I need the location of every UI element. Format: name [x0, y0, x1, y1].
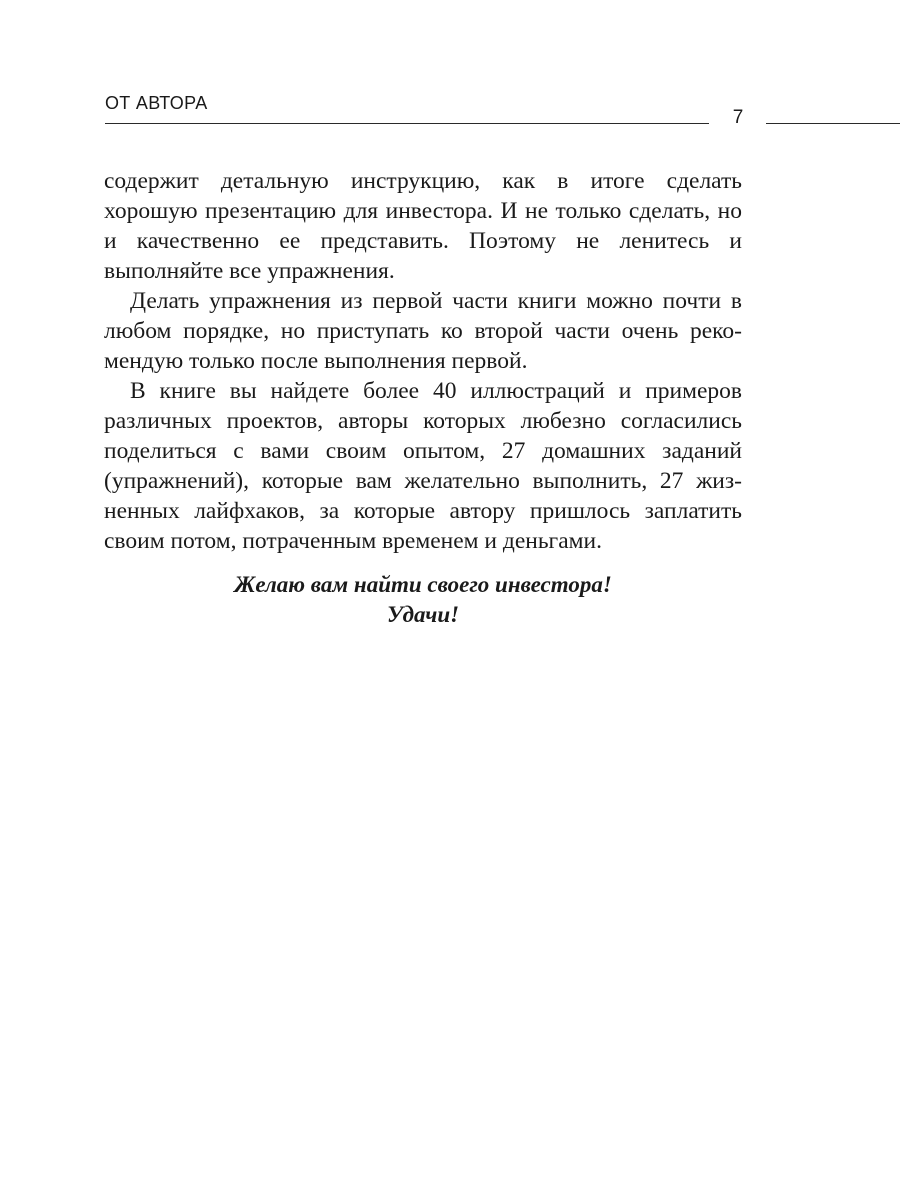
header-rule-left — [105, 123, 709, 124]
running-header-title: ОТ АВТОРА — [105, 93, 208, 113]
page-number: 7 — [732, 107, 744, 128]
closing-line-investor: Желаю вам найти своего инвестора! — [234, 572, 612, 597]
closing-line-luck: Удачи! — [386, 602, 460, 627]
page-header — [0, 0, 900, 140]
paragraph-continued: содержит детальную инструкцию, как в итоге сделать хорошую презентацию для инвестора. И не только сделать, но и качественно ее представить. Поэтому не ленитесь и выполняйте все упражнения. — [104, 168, 742, 284]
body-text — [104, 166, 742, 556]
paragraph-book-contents: В книге вы найдете более 40 иллюстраций и примеров различных проектов, авторы которых любезно согласились поделиться с вами своим опытом, 27 домашних заданий (упражнений), которые вам желательно выполнить, 27 жизненных лайфхаков, за которые автору пришлось заплатить своим потом, потраченным временем и деньгами. — [104, 378, 742, 554]
paragraph-exercise-order: Делать упражнения из первой части книги можно почти в любом порядке, но приступать ко второй части очень рекомендую только после выполнения первой. — [104, 288, 742, 374]
header-rule-right — [766, 123, 900, 124]
closing-wish — [104, 570, 742, 630]
